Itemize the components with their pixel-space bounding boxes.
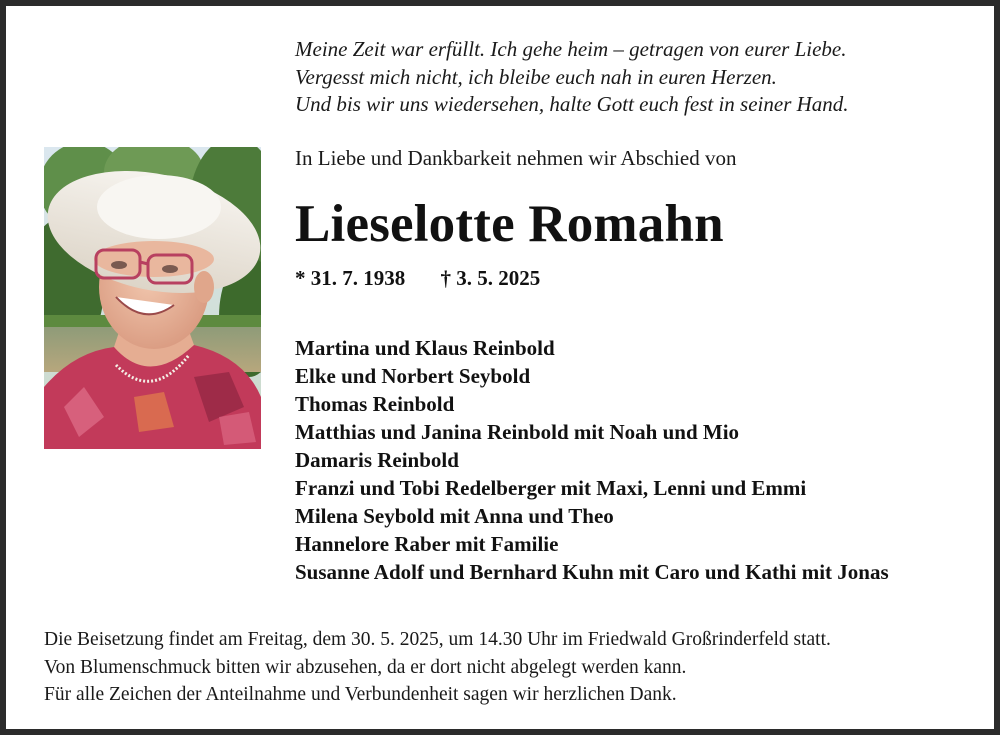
poem-verse [295,36,985,119]
portrait-photo [44,147,261,449]
birth-date: * 31. 7. 1938 [295,266,406,290]
mourner-entry: Martina und Klaus Reinbold [295,336,555,360]
mourner-entry: Hannelore Raber mit Familie [295,532,559,556]
mourner-entry: Damaris Reinbold [295,448,459,472]
mourners-list [295,334,889,586]
death-date: † 3. 5. 2025 [440,266,541,290]
mourner-entry: Elke und Norbert Seybold [295,364,531,388]
funeral-info-line: Von Blumenschmuck bitten wir abzusehen, da er dort nicht abgelegt werden kann. [44,656,687,678]
poem-line: Meine Zeit war erfüllt. Ich gehe heim – getragen von eurer Liebe. [295,37,847,61]
funeral-info [44,626,831,709]
mourner-entry: Thomas Reinbold [295,392,455,416]
poem-line: Und bis wir uns wiedersehen, halte Gott euch fest in seiner Hand. [295,92,849,116]
deceased-name: Lieselotte Romahn [295,195,724,253]
funeral-info-line: Die Beisetzung findet am Freitag, dem 30. 5. 2025, um 14.30 Uhr im Friedwald Großrinderfeld statt. [44,629,831,650]
mourner-entry: Susanne Adolf und Bernhard Kuhn mit Caro und Kathi mit Jonas [295,560,889,584]
mourner-entry: Franzi und Tobi Redelberger mit Maxi, Lenni und Emmi [295,476,807,500]
poem-line: Vergesst mich nicht, ich bleibe euch nah in euren Herzen. [295,64,777,89]
obituary-notice [6,6,994,729]
life-dates [295,266,540,291]
mourner-entry: Matthias und Janina Reinbold mit Noah und Mio [295,420,740,444]
intro-text: In Liebe und Dankbarkeit nehmen wir Abschied von [295,146,737,170]
mourner-entry: Milena Seybold mit Anna und Theo [295,504,614,528]
funeral-info-line: Für alle Zeichen der Anteilnahme und Verbundenheit sagen wir herzlichen Dank. [44,684,677,705]
